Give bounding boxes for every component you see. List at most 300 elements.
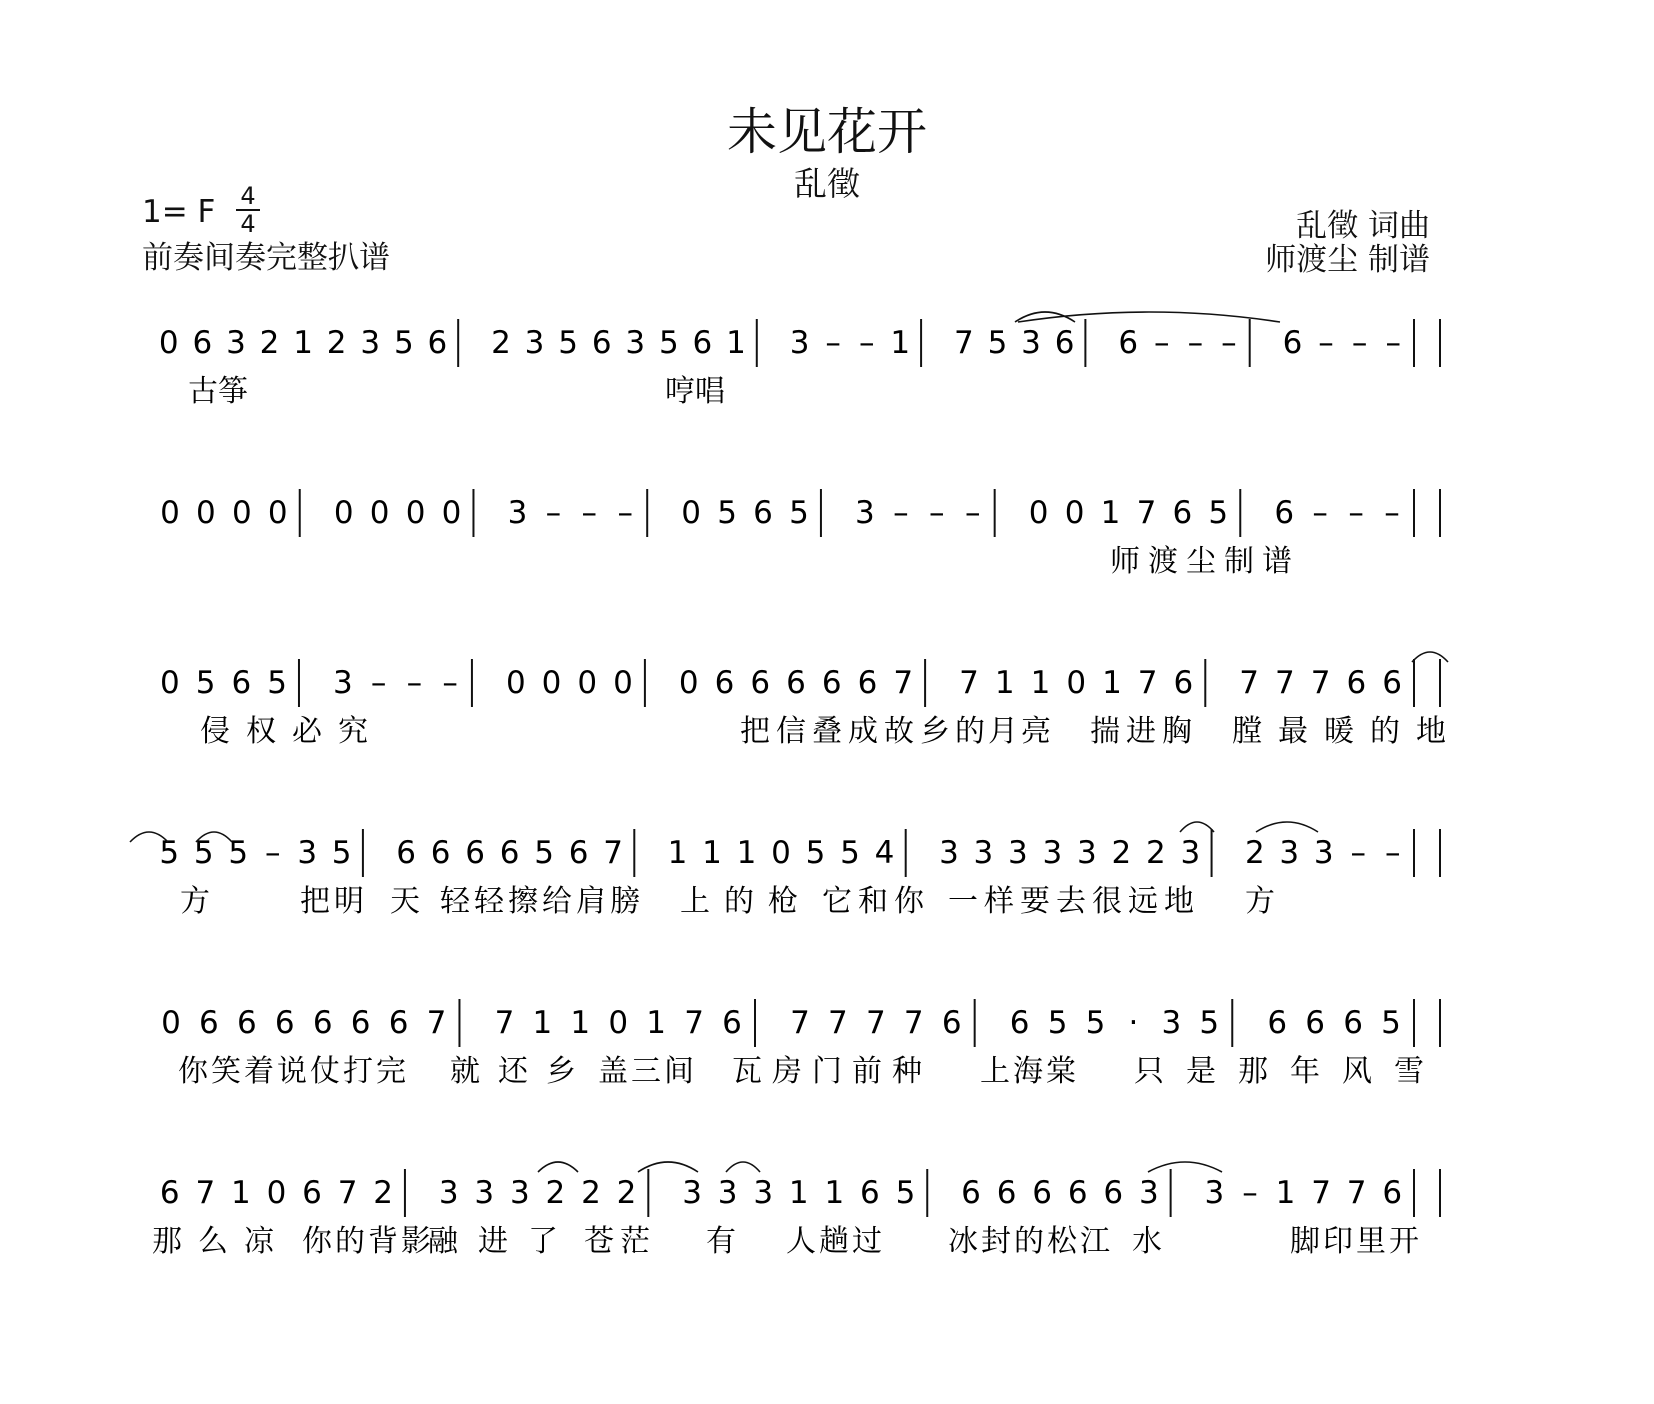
note: 7 — [1346, 1175, 1367, 1211]
lyric-word: 苍 — [584, 1224, 614, 1259]
note: 5 — [717, 495, 737, 531]
lyric-word: 了 — [528, 1224, 558, 1259]
note: 6 — [1032, 1175, 1053, 1211]
note: 7 — [959, 665, 979, 701]
note: 0 — [231, 495, 252, 531]
note: 3 — [438, 1175, 459, 1211]
lyrics-row-4 — [180, 884, 1275, 919]
lyric-word: 瓦 — [732, 1054, 762, 1089]
note: 7 — [603, 835, 623, 871]
note: 6 — [1382, 665, 1402, 701]
lyric-word: 就 — [450, 1054, 480, 1089]
note: 7 — [1311, 1175, 1331, 1211]
lyric-word: 的 — [335, 1224, 365, 1259]
note: 5 — [1381, 1005, 1401, 1041]
note: 3 — [1138, 1175, 1159, 1211]
note: 0 — [196, 495, 216, 531]
credit-transcriber: 师渡尘 制谱 — [1265, 242, 1430, 278]
note: 6 — [714, 665, 735, 701]
note: 3 — [1180, 835, 1201, 871]
note: 6 — [568, 835, 589, 871]
note: 0 — [405, 495, 426, 531]
note: 6 — [427, 325, 448, 361]
note: 6 — [750, 665, 771, 701]
note: 6 — [1118, 325, 1139, 361]
note: 6 — [1172, 495, 1193, 531]
lyric-word: 制 — [1224, 544, 1254, 579]
note: 1 — [1100, 495, 1121, 531]
lyric-word: 房 — [772, 1054, 802, 1089]
note: 7 — [828, 1005, 848, 1041]
note: 6 — [350, 1005, 371, 1041]
lyric-word: 有 — [706, 1224, 736, 1259]
lyric-word: 的 — [724, 884, 754, 919]
dash-note: – — [545, 495, 562, 531]
note: 1 — [994, 665, 1015, 701]
note: 5 — [195, 665, 216, 701]
lyric-word: 影 — [401, 1224, 431, 1259]
lyric-word: 风 — [1342, 1054, 1372, 1089]
lyric-word: 开 — [1389, 1224, 1419, 1259]
note: 6 — [1054, 325, 1075, 361]
dash-note: – — [1318, 325, 1334, 361]
note: 3 — [682, 1175, 702, 1211]
note: 3 — [973, 835, 994, 871]
note: 5 — [1085, 1005, 1106, 1041]
note: 6 — [1267, 1005, 1288, 1041]
lyric-word: 一 — [948, 884, 978, 919]
note: 0 — [1028, 495, 1049, 531]
note: 2 — [491, 325, 511, 361]
lyric-word: 故 — [884, 714, 914, 749]
note: 1 — [726, 325, 746, 361]
note: 3 — [1279, 835, 1300, 871]
lyric-word: 暖 — [1324, 714, 1354, 749]
slur — [1412, 652, 1448, 662]
note: 3 — [332, 665, 353, 701]
lyric-word: 亮 — [1021, 714, 1051, 749]
song-title: 未见花开 — [727, 103, 927, 161]
lyric-word: 打 — [343, 1054, 373, 1089]
note: 5 — [895, 1175, 916, 1211]
lyric-word: 那 — [152, 1224, 182, 1259]
lyric-word: 水 — [1132, 1224, 1162, 1259]
note: 6 — [1382, 1175, 1403, 1211]
lyric-word: 尘 — [1186, 544, 1216, 579]
lyric-word: 要 — [1020, 884, 1050, 919]
lyric-word: 棠 — [1046, 1054, 1076, 1089]
stave-6 — [160, 1169, 1414, 1217]
note: 3 — [625, 325, 646, 361]
note: 6 — [996, 1175, 1017, 1211]
lyric-word: 究 — [338, 714, 368, 749]
lyric-word: 谱 — [1262, 544, 1292, 579]
lyric-word: 样 — [984, 884, 1014, 919]
note: 6 — [302, 1175, 322, 1211]
lyric-word: 融 — [428, 1224, 458, 1259]
note: 1 — [570, 1005, 591, 1041]
note: 7 — [684, 1005, 704, 1041]
note: 5 — [1047, 1005, 1068, 1041]
note: 0 — [505, 665, 526, 701]
lyric-word: 成 — [848, 714, 878, 749]
lyric-word: 前 — [852, 1054, 882, 1089]
lyric-word: 海 — [1013, 1054, 1043, 1089]
lyric-word: 盖 — [598, 1054, 628, 1089]
slur — [1256, 822, 1318, 832]
lyric-word: 完 — [376, 1054, 406, 1089]
note: 0 — [161, 1005, 181, 1041]
time-signature-top: 4 — [240, 182, 256, 210]
song-subtitle: 乱徵 — [794, 164, 860, 203]
lyric-word: 最 — [1278, 714, 1308, 749]
lyric-word: 松 — [1047, 1224, 1077, 1259]
note: 5 — [805, 835, 826, 871]
note: 3 — [1077, 835, 1097, 871]
note: 2 — [581, 1175, 601, 1211]
note: 3 — [524, 325, 545, 361]
lyric-word: 把 — [740, 714, 770, 749]
note: 1 — [667, 835, 688, 871]
note: 6 — [274, 1005, 295, 1041]
lyric-word: 它 — [822, 884, 852, 919]
lyric-word: 三 — [631, 1054, 661, 1089]
lyric-word: 上 — [980, 1054, 1010, 1089]
lyric-word: 轻 — [474, 884, 504, 919]
lyric-word: 远 — [1128, 884, 1158, 919]
note: 1 — [702, 835, 722, 871]
slur — [538, 1162, 578, 1172]
lyric-word: 和 — [858, 884, 888, 919]
dash-note: – — [1312, 495, 1328, 531]
dash-note: – — [1348, 495, 1364, 531]
note: 3 — [474, 1175, 495, 1211]
note: 5 — [658, 325, 679, 361]
credit-lyrics: 乱徵 词曲 — [1296, 208, 1430, 244]
lyric-word: 方 — [180, 884, 210, 919]
note: 0 — [771, 835, 791, 871]
note: 0 — [267, 495, 288, 531]
lyric-word: 乡 — [546, 1054, 576, 1089]
stave-3 — [160, 659, 1414, 707]
note: 5 — [789, 495, 809, 531]
dash-note: – — [929, 495, 945, 531]
lyric-word: 背 — [368, 1224, 398, 1259]
lyric-word: 乡 — [920, 714, 950, 749]
note: 6 — [692, 325, 713, 361]
note: 7 — [790, 1005, 810, 1041]
note: 6 — [465, 835, 485, 871]
lyric-word: 上 — [680, 884, 710, 919]
lyric-word: 权 — [246, 714, 276, 749]
lyric-word: 过 — [852, 1224, 882, 1259]
note: 6 — [1103, 1175, 1124, 1211]
note: 3 — [1008, 835, 1028, 871]
note: 1 — [646, 1005, 667, 1041]
note: 3 — [1313, 835, 1334, 871]
lyric-word: 月 — [988, 714, 1018, 749]
note: 0 — [333, 495, 354, 531]
note: 7 — [1275, 665, 1295, 701]
slur — [1148, 1162, 1222, 1172]
note: 2 — [259, 325, 280, 361]
lyric-word: 印 — [1323, 1224, 1353, 1259]
lyric-word: 方 — [1245, 884, 1275, 919]
stave-1 — [159, 319, 1414, 367]
note: 2 — [1145, 835, 1166, 871]
lyric-word: 你 — [302, 1224, 332, 1259]
note: 7 — [426, 1005, 447, 1041]
note: 3 — [753, 1175, 774, 1211]
note: 0 — [369, 495, 390, 531]
note: 5 — [987, 325, 1008, 361]
note: 1 — [736, 835, 757, 871]
note: 1 — [890, 325, 911, 361]
lyric-word: 的 — [955, 714, 985, 749]
dash-note: – — [442, 665, 458, 701]
note: 6 — [396, 835, 417, 871]
stave-2 — [160, 489, 1414, 537]
note: 5 — [534, 835, 554, 871]
dash-note: – — [581, 495, 598, 531]
lyric-word: 师 — [1110, 544, 1140, 579]
note: 1 — [1030, 665, 1051, 701]
note: 0 — [541, 665, 562, 701]
lyric-word: 膀 — [610, 884, 640, 919]
lyrics-row-5 — [178, 1054, 1424, 1089]
note: 0 — [441, 495, 462, 531]
note: 6 — [159, 1175, 180, 1211]
note: 6 — [941, 1005, 962, 1041]
slur — [638, 1162, 698, 1172]
note: 2 — [326, 325, 347, 361]
lyric-word: 笑 — [211, 1054, 241, 1089]
note: 6 — [1067, 1175, 1088, 1211]
dash-note: – — [617, 495, 633, 531]
lyric-word: 的 — [1014, 1224, 1044, 1259]
note: 7 — [893, 665, 914, 701]
stave-4 — [159, 829, 1414, 877]
lyric-word: 的 — [1370, 714, 1400, 749]
note: 6 — [1305, 1005, 1326, 1041]
note: 6 — [236, 1005, 257, 1041]
lyrics-row-6 — [152, 1224, 1419, 1259]
lyric-word: 仗 — [310, 1054, 340, 1089]
note: 3 — [1042, 835, 1063, 871]
note: 0 — [1064, 495, 1085, 531]
key-signature: 1= F — [142, 194, 216, 230]
lyric-word: 江 — [1080, 1224, 1110, 1259]
dash-note: – — [370, 665, 387, 701]
note: 3 — [1021, 325, 1041, 361]
lyric-word: 间 — [664, 1054, 694, 1089]
lyric-word: 进 — [1126, 714, 1156, 749]
note: 2 — [373, 1175, 394, 1211]
lyric-word: 人 — [786, 1224, 816, 1259]
lyric-word: 古筝 — [188, 374, 248, 409]
note: 0 — [266, 1175, 287, 1211]
note: 6 — [1009, 1005, 1030, 1041]
note: 2 — [1244, 835, 1265, 871]
note: 6 — [1173, 665, 1194, 701]
stave-5 — [161, 999, 1414, 1047]
note: 3 — [507, 495, 528, 531]
note: 0 — [678, 665, 699, 701]
note: 0 — [681, 495, 702, 531]
dash-note: – — [858, 325, 875, 361]
note: · — [1128, 1005, 1139, 1041]
lyric-word: 冰 — [948, 1224, 978, 1259]
slur — [1180, 822, 1214, 832]
note: 3 — [360, 325, 381, 361]
lyric-word: 哼唱 — [665, 374, 725, 409]
lyric-word: 着 — [244, 1054, 274, 1089]
note: 3 — [789, 325, 810, 361]
dash-note: – — [1350, 835, 1367, 871]
note: 3 — [717, 1175, 738, 1211]
note: 1 — [1275, 1175, 1296, 1211]
note: 2 — [1111, 835, 1132, 871]
note: 6 — [753, 495, 773, 531]
note: 3 — [297, 835, 318, 871]
note: 3 — [939, 835, 959, 871]
dash-note: – — [825, 325, 841, 361]
dash-note: – — [893, 495, 909, 531]
lyric-word: 地 — [1164, 884, 1194, 919]
dash-note: – — [1187, 325, 1204, 361]
lyric-word: 天 — [390, 884, 420, 919]
note: 5 — [840, 835, 860, 871]
note: 5 — [1199, 1005, 1220, 1041]
note: 1 — [788, 1175, 809, 1211]
note: 0 — [613, 665, 633, 701]
lyric-word: 揣 — [1090, 714, 1120, 749]
note: 0 — [160, 665, 180, 701]
note: 3 — [855, 495, 875, 531]
note: 0 — [158, 325, 179, 361]
note: 0 — [1066, 665, 1087, 701]
note: 1 — [1102, 665, 1122, 701]
lyric-word: 膛 — [1232, 714, 1262, 749]
lyric-word: 胸 — [1162, 714, 1192, 749]
note: 5 — [267, 665, 287, 701]
note: 6 — [231, 665, 252, 701]
note: 7 — [865, 1005, 886, 1041]
note: 1 — [231, 1175, 251, 1211]
dash-note: – — [1154, 325, 1170, 361]
note: 5 — [331, 835, 352, 871]
note: 7 — [954, 325, 974, 361]
note: 6 — [388, 1005, 409, 1041]
note: 6 — [1343, 1005, 1363, 1041]
lyric-word: 趟 — [819, 1224, 849, 1259]
lyrics-row-3 — [200, 714, 1446, 749]
note: 7 — [1239, 665, 1260, 701]
lyric-word: 擦 — [508, 884, 538, 919]
dash-note: – — [1242, 1175, 1258, 1211]
lyric-word: 那 — [1238, 1054, 1268, 1089]
note: 0 — [608, 1005, 629, 1041]
lyric-word: 地 — [1416, 714, 1446, 749]
lyric-word: 必 — [292, 714, 322, 749]
lyric-word: 年 — [1290, 1054, 1320, 1089]
lyric-word: 说 — [277, 1054, 307, 1089]
lyric-word: 种 — [892, 1054, 922, 1089]
dash-note: – — [964, 495, 981, 531]
note: 7 — [195, 1175, 216, 1211]
note: 3 — [226, 325, 246, 361]
lyric-word: 凉 — [244, 1224, 274, 1259]
note: 5 — [393, 325, 414, 361]
note: 6 — [312, 1005, 333, 1041]
note: 5 — [193, 835, 214, 871]
lyric-word: 封 — [981, 1224, 1011, 1259]
note: 3 — [1204, 1175, 1225, 1211]
note: 7 — [494, 1005, 515, 1041]
note: 6 — [430, 835, 451, 871]
note: 1 — [293, 325, 313, 361]
lyric-word: 去 — [1056, 884, 1086, 919]
note: 6 — [786, 665, 806, 701]
dash-note: – — [1385, 835, 1401, 871]
note: 6 — [961, 1175, 981, 1211]
lyric-word: 里 — [1356, 1224, 1386, 1259]
lyric-word: 明 — [334, 884, 364, 919]
slur — [726, 1162, 760, 1172]
lyric-word: 只 — [1134, 1054, 1164, 1089]
note: 7 — [1136, 495, 1157, 531]
note: 6 — [722, 1005, 742, 1041]
lyric-word: 轻 — [440, 884, 470, 919]
lyric-word: 信 — [776, 714, 806, 749]
lyrics-row-1 — [188, 374, 725, 409]
note: 2 — [545, 1175, 566, 1211]
note: 1 — [824, 1175, 845, 1211]
lyrics-row-2 — [1110, 544, 1292, 579]
lyric-word: 茫 — [620, 1224, 650, 1259]
lyric-word: 叠 — [812, 714, 842, 749]
lyric-word: 么 — [198, 1224, 228, 1259]
note: 3 — [509, 1175, 530, 1211]
note: 5 — [1208, 495, 1229, 531]
note: 5 — [558, 325, 578, 361]
lyric-word: 脚 — [1290, 1224, 1320, 1259]
lyric-word: 侵 — [200, 714, 230, 749]
note: 7 — [337, 1175, 358, 1211]
time-signature-bottom: 4 — [240, 210, 256, 238]
note: 5 — [159, 835, 180, 871]
lyric-word: 渡 — [1148, 544, 1178, 579]
lyric-word: 进 — [478, 1224, 508, 1259]
dash-note: – — [1384, 495, 1400, 531]
lyric-word: 是 — [1186, 1054, 1216, 1089]
note: 7 — [1310, 665, 1331, 701]
dash-note: – — [264, 835, 281, 871]
note: 0 — [577, 665, 598, 701]
lyric-word: 你 — [894, 884, 924, 919]
dash-note: – — [1385, 325, 1401, 361]
lyric-word: 枪 — [768, 884, 798, 919]
note: 6 — [199, 1005, 219, 1041]
note: 6 — [1346, 665, 1367, 701]
lyric-word: 肩 — [576, 884, 606, 919]
lyric-word: 雪 — [1394, 1054, 1424, 1089]
note: 6 — [591, 325, 612, 361]
note: 0 — [160, 495, 180, 531]
note: 5 — [228, 835, 249, 871]
note: 6 — [821, 665, 842, 701]
note: 6 — [499, 835, 520, 871]
